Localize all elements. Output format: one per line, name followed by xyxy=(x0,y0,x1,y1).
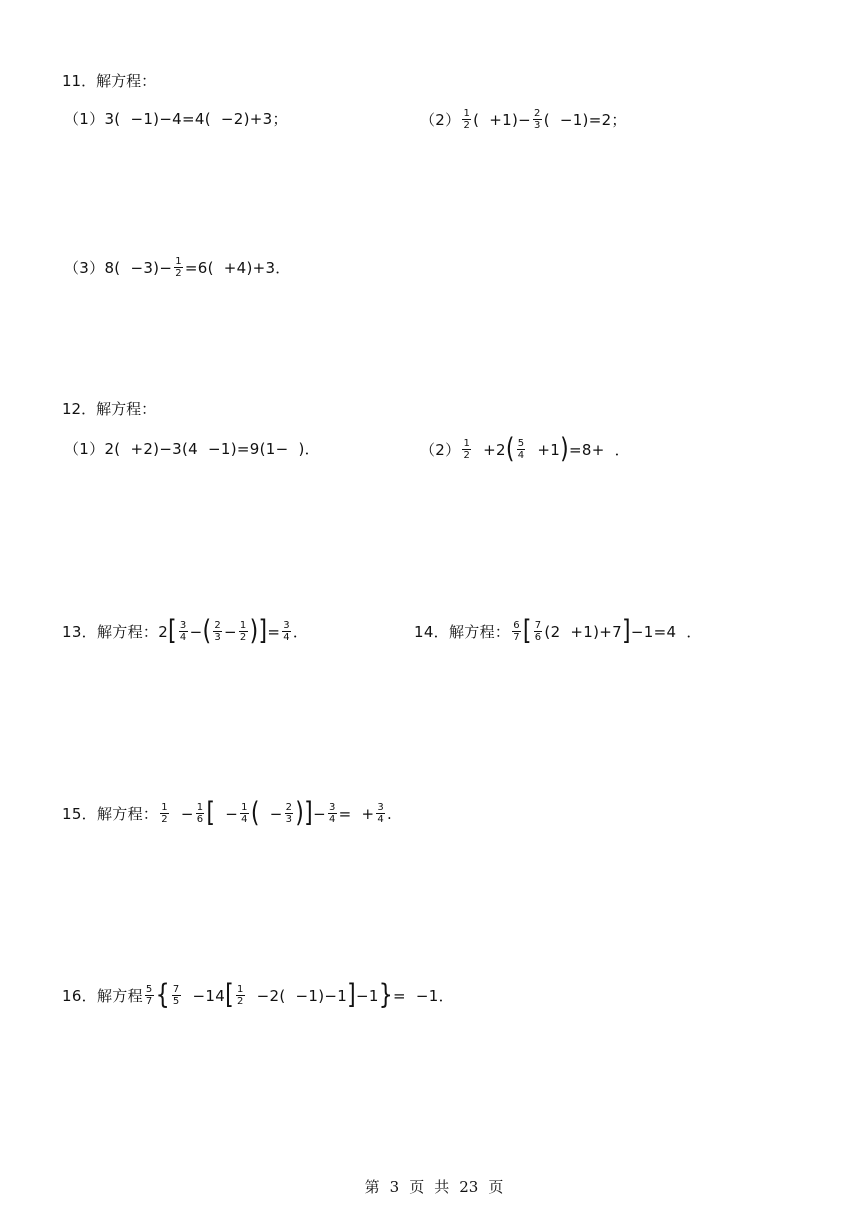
part-label: （1） xyxy=(64,440,105,458)
equation-text: −1)=2； xyxy=(559,110,627,129)
equation-text: − xyxy=(180,804,194,823)
fraction: $\frac{3}{4}$ xyxy=(179,620,187,643)
page-number: 3 xyxy=(389,1178,400,1196)
fraction: $\frac{7}{5}$ xyxy=(172,984,180,1007)
problem-11-part-3 xyxy=(64,256,291,279)
fraction: $\frac{2}{3}$ xyxy=(285,802,293,825)
fraction: $\frac{6}{7}$ xyxy=(513,620,520,643)
equation-text: 2( xyxy=(104,440,121,458)
fraction: $\frac{1}{2}$ xyxy=(175,256,182,279)
paren-close: ) xyxy=(295,797,305,829)
fraction: $\frac{5}{7}$ xyxy=(145,984,153,1007)
equation-text: . xyxy=(387,804,393,823)
equation-text: −1)=9(1− xyxy=(208,440,289,458)
problem-11-heading: 11．解方程： xyxy=(62,72,157,90)
equation-text: ． xyxy=(686,622,702,641)
equation-text: +2 xyxy=(483,440,506,459)
paren-close: ) xyxy=(249,615,259,647)
brace-open: { xyxy=(155,979,170,1011)
equation-text: ( xyxy=(543,110,550,129)
equation-text: −14 xyxy=(192,986,226,1005)
problem-13-heading: 13．解方程： xyxy=(62,622,159,641)
problem-13 xyxy=(62,615,309,647)
footer-word: 页 xyxy=(409,1178,425,1196)
equation-text: −1)−1 xyxy=(295,986,348,1005)
fraction: $\frac{2}{3}$ xyxy=(214,620,222,643)
bracket-close: ] xyxy=(304,797,314,829)
equation-text: )． xyxy=(298,440,320,458)
fraction: $\frac{1}{2}$ xyxy=(237,984,244,1007)
equation-text: − xyxy=(224,622,237,641)
problem-14 xyxy=(414,615,702,647)
equation-text: 8( xyxy=(104,258,121,277)
fraction: $\frac{5}{4}$ xyxy=(517,438,525,461)
equation-text: −1)−4=4( xyxy=(130,110,211,128)
equation-text: −3)− xyxy=(130,258,173,277)
part-label: （2） xyxy=(420,440,461,459)
equation-text: =6( xyxy=(184,258,214,277)
problem-16 xyxy=(62,979,454,1011)
bracket-close: ] xyxy=(622,615,631,647)
equation-text: +1)+7 xyxy=(570,622,622,641)
fraction: $\frac{1}{2}$ xyxy=(161,802,168,825)
fraction: $\frac{7}{6}$ xyxy=(534,620,542,643)
equation-text: = xyxy=(267,622,281,641)
paren-close: ) xyxy=(560,433,570,465)
total-pages: 23 xyxy=(459,1178,479,1196)
fraction: $\frac{1}{4}$ xyxy=(241,802,248,825)
problem-11-part-1 xyxy=(64,108,288,130)
equation-text: =8+ xyxy=(569,440,605,459)
paren-open: ( xyxy=(505,433,515,465)
fraction: $\frac{3}{4}$ xyxy=(283,620,290,643)
problem-12-part-1 xyxy=(64,438,320,460)
bracket-open: [ xyxy=(206,797,216,829)
brace-close: } xyxy=(378,979,394,1011)
footer-word: 共 xyxy=(434,1178,450,1196)
page-footer xyxy=(0,1176,868,1197)
fraction: $\frac{1}{2}$ xyxy=(463,108,471,131)
problem-14-heading: 14．解方程： xyxy=(414,622,511,641)
fraction: $\frac{1}{2}$ xyxy=(239,620,247,643)
equation-text: −1． xyxy=(415,986,454,1005)
equation-text: 3( xyxy=(104,110,121,128)
equation-text: +1)− xyxy=(489,110,532,129)
equation-text: −2)+3； xyxy=(220,110,288,128)
equation-text: −1=4 xyxy=(630,622,677,641)
part-label: （2） xyxy=(420,110,461,129)
part-label: （1） xyxy=(64,110,105,128)
bracket-close: ] xyxy=(347,979,357,1011)
problem-12-part-2 xyxy=(420,433,630,465)
equation-text: = xyxy=(338,804,352,823)
equation-text: ． xyxy=(292,622,309,641)
equation-text: +2)−3(4 xyxy=(130,440,199,458)
paren-open: ( xyxy=(250,797,260,829)
equation-text: +4)+3． xyxy=(223,258,291,277)
fraction: $\frac{2}{3}$ xyxy=(534,108,541,131)
fraction: $\frac{3}{4}$ xyxy=(328,802,336,825)
equation-text: ( xyxy=(473,110,480,129)
part-label: （3） xyxy=(64,258,105,277)
bracket-open: [ xyxy=(225,979,234,1011)
bracket-open: [ xyxy=(168,615,177,647)
problem-12-heading: 12．解方程： xyxy=(62,400,157,418)
bracket-close: ] xyxy=(258,615,268,647)
equation-text: − xyxy=(225,804,239,823)
equation-text: −2( xyxy=(256,986,286,1005)
problem-15-heading: 15．解方程： xyxy=(62,804,159,823)
paren-open: ( xyxy=(202,615,212,647)
equation-text: − xyxy=(189,622,203,641)
equation-text: + xyxy=(361,804,375,823)
equation-text: ． xyxy=(614,440,630,459)
problem-16-heading: 16．解方程 xyxy=(62,986,143,1005)
equation-text: − xyxy=(269,804,283,823)
equation-text: = xyxy=(393,986,406,1005)
equation-text: +1 xyxy=(537,440,561,459)
equation-text: 2 xyxy=(158,622,169,641)
equation-text: − xyxy=(313,804,326,823)
problem-15 xyxy=(62,797,393,829)
equation-text: −1 xyxy=(356,986,379,1005)
problem-11-part-2 xyxy=(420,108,627,131)
footer-word: 页 xyxy=(488,1178,504,1196)
fraction: $\frac{1}{6}$ xyxy=(196,802,204,825)
bracket-open: [ xyxy=(522,615,532,647)
fraction: $\frac{3}{4}$ xyxy=(377,802,385,825)
fraction: $\frac{1}{2}$ xyxy=(463,438,471,461)
footer-word: 第 xyxy=(364,1178,380,1196)
equation-text: (2 xyxy=(544,622,561,641)
